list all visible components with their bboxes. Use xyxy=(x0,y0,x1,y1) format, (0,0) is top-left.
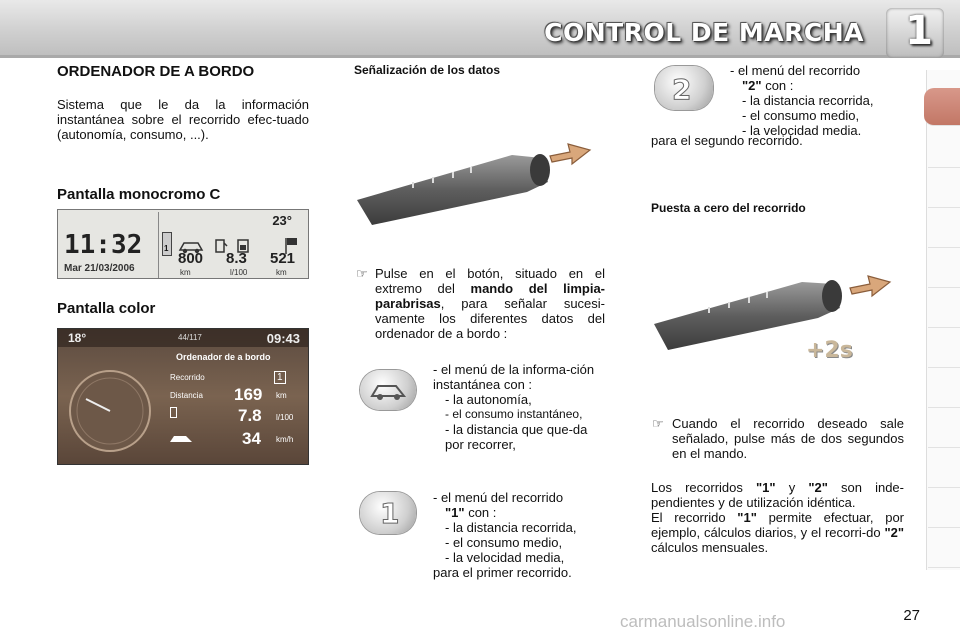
trips-q2: "2" xyxy=(808,480,828,495)
side-tab-11[interactable] xyxy=(928,490,960,528)
fuel-pump-icon xyxy=(170,407,177,418)
note-bullet-icon: ☞ xyxy=(652,416,664,431)
press-text-bold: mando del limpia-parabrisas xyxy=(375,281,605,311)
side-tab-6[interactable] xyxy=(928,290,960,328)
press-text-1: Pulse en el botón, situado en el extremo del xyxy=(375,266,605,296)
trip-1-icon xyxy=(360,492,416,534)
mono-time: 11:32 xyxy=(64,230,143,260)
menu-info-title: - el menú de la informa-ción instantánea con : xyxy=(433,362,595,392)
note-bullet-icon: ☞ xyxy=(356,266,368,281)
color-row-label-2: Distancia xyxy=(170,391,203,400)
side-tab-12[interactable] xyxy=(928,530,960,568)
menu1-post: con : xyxy=(468,505,497,520)
trip2-q: "2" xyxy=(884,525,904,540)
page-title: CONTROL DE MARCHA xyxy=(544,18,864,47)
press-arrow-icon xyxy=(548,140,592,168)
menu2-title: - el menú del recorrido xyxy=(730,63,861,78)
press-arrow-icon xyxy=(848,272,892,300)
press-text-2: , para señalar sucesi-vamente los diferentes datos del ordenador de a bordo : xyxy=(375,296,605,341)
trip1-text-a: El recorrido xyxy=(651,510,726,525)
menu1-tail: para el primer recorrido. xyxy=(433,565,572,580)
mono-temp: 23° xyxy=(272,213,292,228)
menu2-item-3: - la velocidad media. xyxy=(742,123,862,138)
mono-unit-1: km xyxy=(180,268,191,277)
color-top-left: 18° xyxy=(68,331,87,345)
trip1-q: "1" xyxy=(737,510,757,525)
press-instruction xyxy=(375,266,605,341)
menu2-item-1: - la distancia recorrida, xyxy=(742,93,874,108)
side-tab-10[interactable] xyxy=(928,450,960,488)
menu1-quote: "1" xyxy=(445,505,465,520)
mono-divider xyxy=(158,212,159,278)
trips-q1: "1" xyxy=(756,480,776,495)
menu2-block xyxy=(730,63,908,138)
color-row-label-1: Recorrido xyxy=(170,373,205,382)
side-tab-4[interactable] xyxy=(928,210,960,248)
mono-unit-2: l/100 xyxy=(230,268,248,277)
color-heading: Ordenador de a bordo xyxy=(176,352,271,362)
trips-text-b: son inde-pendientes y de utilización idéntica. xyxy=(651,480,904,510)
press-2s-label: +2s xyxy=(806,338,853,363)
menu-info-item-2: - el consumo instantáneo, xyxy=(445,407,583,421)
trips-text-a: Los recorridos xyxy=(651,480,743,495)
menu2-quote: "2" xyxy=(742,78,762,93)
mono-display xyxy=(57,209,309,279)
menu1-block xyxy=(433,490,608,580)
compass-dial xyxy=(66,367,154,455)
menu2-item-2: - el consumo medio, xyxy=(742,108,860,123)
menu1-title: - el menú del recorrido xyxy=(433,490,564,505)
side-tabs xyxy=(926,70,960,570)
menu1-item-2: - el consumo medio, xyxy=(445,535,563,550)
color-row-unit-4: km/h xyxy=(276,435,294,444)
menu1-item-3: - la velocidad media, xyxy=(445,550,565,565)
trips-independent-text xyxy=(651,480,904,510)
mono-unit-3: km xyxy=(276,268,287,277)
side-tab-2[interactable] xyxy=(928,130,960,168)
side-tab-3[interactable] xyxy=(928,170,960,208)
mono-trip-label: 1 xyxy=(164,244,169,253)
section-title-board-computer: ORDENADOR DE A BORDO xyxy=(57,63,255,80)
color-time: 09:43 xyxy=(266,331,300,346)
color-row-value-4: 34 xyxy=(242,429,261,448)
side-tab-7[interactable] xyxy=(928,330,960,368)
trips-y: y xyxy=(788,480,796,495)
trip-2-icon xyxy=(655,66,713,110)
section-title-reset: Puesta a cero del recorrido xyxy=(651,201,806,215)
side-tab-9[interactable] xyxy=(928,410,960,448)
color-display xyxy=(57,328,309,465)
chapter-number: 1 xyxy=(905,8,933,54)
side-tab-1[interactable] xyxy=(924,88,960,126)
menu-info-item-3: - la distancia que que-da por recorrer, xyxy=(445,422,588,452)
mono-value-3: 521 xyxy=(270,250,296,267)
mono-value-1: 800 xyxy=(178,250,204,267)
side-tab-8[interactable] xyxy=(928,370,960,408)
trip2-text-b: cálculos mensuales. xyxy=(651,540,769,555)
car-icon xyxy=(168,433,194,445)
intro-text: Sistema que le da la información instantánea sobre el recorrido efec-tuado (autonomía, consumo, ...). xyxy=(57,97,309,142)
svg-text:2: 2 xyxy=(672,73,692,106)
trip-usage-text xyxy=(651,510,904,555)
mono-date: Mar 21/03/2006 xyxy=(64,263,135,274)
mono-value-2: 8.3 xyxy=(226,250,247,267)
color-row-unit-3: l/100 xyxy=(276,413,294,422)
menu2-tail: para el segundo recorrido. xyxy=(651,133,803,148)
section-title-data-display: Señalización de los datos xyxy=(354,63,501,77)
color-display-title: Pantalla color xyxy=(57,300,156,317)
menu1-item-1: - la distancia recorrida, xyxy=(445,520,577,535)
color-row-value-2: 169 xyxy=(234,385,263,404)
trip1-text-b: permite efectuar, por ejemplo, cálculos diarios, y el recorri-do xyxy=(651,510,904,540)
reset-text: Cuando el recorrido deseado sale señalado, pulse más de dos segundos en el mando. xyxy=(672,416,904,461)
color-row-value-1: 1 xyxy=(274,371,286,384)
menu-info-item-1: - la autonomía, xyxy=(445,392,532,407)
page-number: 27 xyxy=(903,607,920,624)
side-tab-5[interactable] xyxy=(928,250,960,288)
menu-info-block xyxy=(433,362,608,452)
car-icon xyxy=(360,370,416,410)
mono-display-title: Pantalla monocromo C xyxy=(57,186,221,203)
menu2-post: con : xyxy=(765,78,794,93)
watermark: carmanualsonline.info xyxy=(620,612,786,631)
svg-text:1: 1 xyxy=(380,497,400,530)
color-row-unit-2: km xyxy=(276,391,287,400)
color-top-mid: 44/117 xyxy=(178,333,202,342)
color-row-value-3: 7.8 xyxy=(238,406,262,425)
